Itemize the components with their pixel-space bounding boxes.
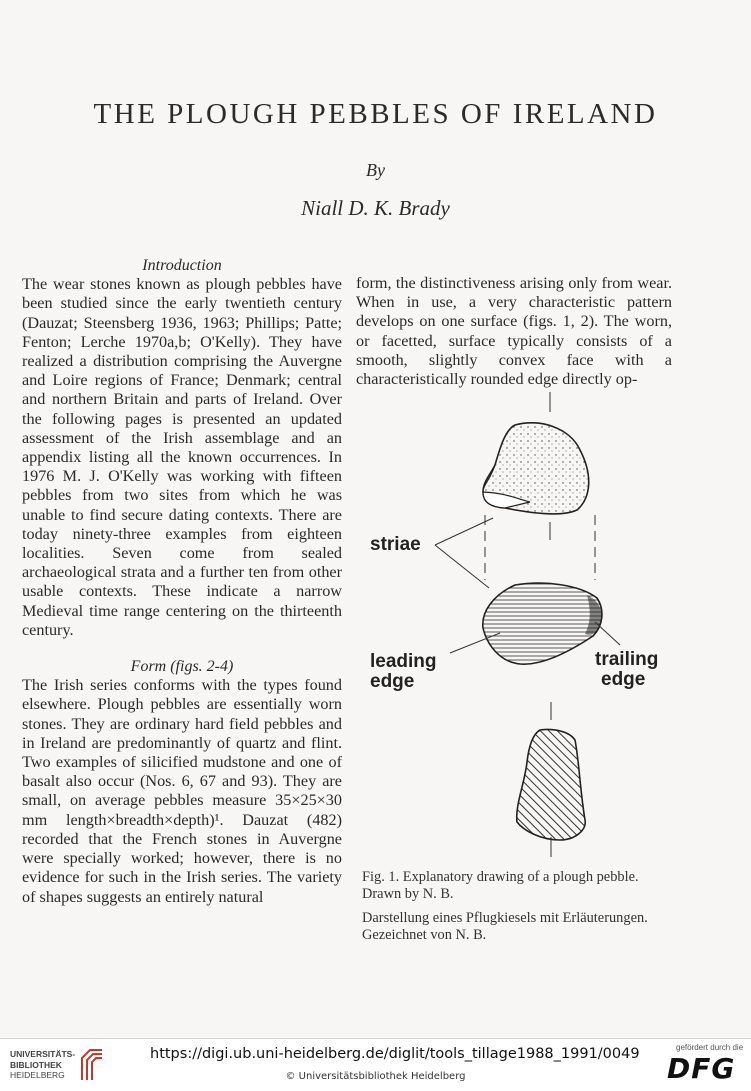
label-leading-edge: edge: [370, 671, 415, 692]
caption-en-2: Drawn by N. B.: [362, 886, 454, 902]
pebble-top-view: [483, 423, 589, 514]
library-line-1: UNIVERSITÄTS-: [10, 1049, 76, 1059]
label-striae: striae: [370, 534, 421, 555]
caption-en-1: Fig. 1. Explanatory drawing of a plough pebble.: [362, 869, 639, 885]
library-line-3: HEIDELBERG: [10, 1070, 65, 1080]
plough-pebble-drawing: [365, 390, 675, 860]
funded-by-text: gefördert durch die: [676, 1043, 744, 1052]
label-trailing-edge: edge: [601, 669, 646, 690]
right-paragraph: form, the distinctiveness arising only from wear. When in use, a very characteristic pattern develops on one surface (figs. 1, 2). The worn, or facetted, surface typically consists of a smooth, slightly convex face with a characteristically rounded edge directly op-: [356, 274, 672, 389]
caption-de-2: Gezeichnet von N. B.: [362, 927, 487, 943]
byline: By: [366, 160, 385, 180]
label-leading: leading: [370, 651, 437, 672]
form-heading: Form (figs. 2-4): [130, 658, 234, 676]
caption-de-1: Darstellung eines Pflugkiesels mit Erläuterungen.: [362, 910, 648, 926]
form-paragraph: The Irish series conforms with the types found elsewhere. Plough pebbles are essentially worn stones. They are ordinary hard field pebbles and in Ireland are predominantly of quartz and flint. Two examples of silicified mudstone and one of basalt also occur (Nos. 6, 67 and 93). They are small, on average pebbles measure 35×25×30 mm length×breadth×depth)¹. Dauzat (482) recorded that the French stones in Auvergne were specially worked; however, there is no evidence for such in the Irish series. The variety of shapes suggests an entirely natural: [22, 676, 342, 906]
intro-heading: Introduction: [142, 257, 222, 274]
library-line-2: BIBLIOTHEK: [10, 1059, 62, 1070]
figure-1: [365, 390, 675, 860]
pebble-worn-face: [483, 583, 602, 664]
intro-paragraph: The wear stones known as plough pebbles have been studied since the early twentieth century (Dauzat; Steensberg 1936, 1963; Phillips; Patte; Fenton; Lerche 1970a,b; O'Kelly). They have realized a distribution comprising the Auvergne and Loire regions of France; Denmark; central and northern Britain and parts of Ireland. Over the following pages is presented an updated assessment of the Irish assemblage and an appendix listing all the known occurrences. In 1976 M. J. O'Kelly was working with fifteen pebbles from two sites from which he was unable to find secure dating contexts. There are today ninety-three examples from eighteen localities. Seven come from sealed archaeological strata and a further ten from other usable contexts. These indicate a narrow Medieval time range centering on the thirteenth century.: [22, 275, 342, 639]
pebble-section: [517, 729, 585, 840]
copyright-notice: © Universitätsbibliothek Heidelberg: [285, 1071, 466, 1082]
right-column: [356, 274, 672, 389]
label-trailing: trailing: [595, 649, 659, 670]
digital-object-url[interactable]: https://digi.ub.uni-heidelberg.de/diglit/tools_tillage1988_1991/0049: [150, 1046, 640, 1062]
left-column: [22, 256, 342, 907]
article-title: THE PLOUGH PEBBLES OF IRELAND: [93, 98, 658, 130]
author-name: Niall D. K. Brady: [301, 196, 450, 220]
dfg-logo: DFG: [667, 1052, 736, 1085]
